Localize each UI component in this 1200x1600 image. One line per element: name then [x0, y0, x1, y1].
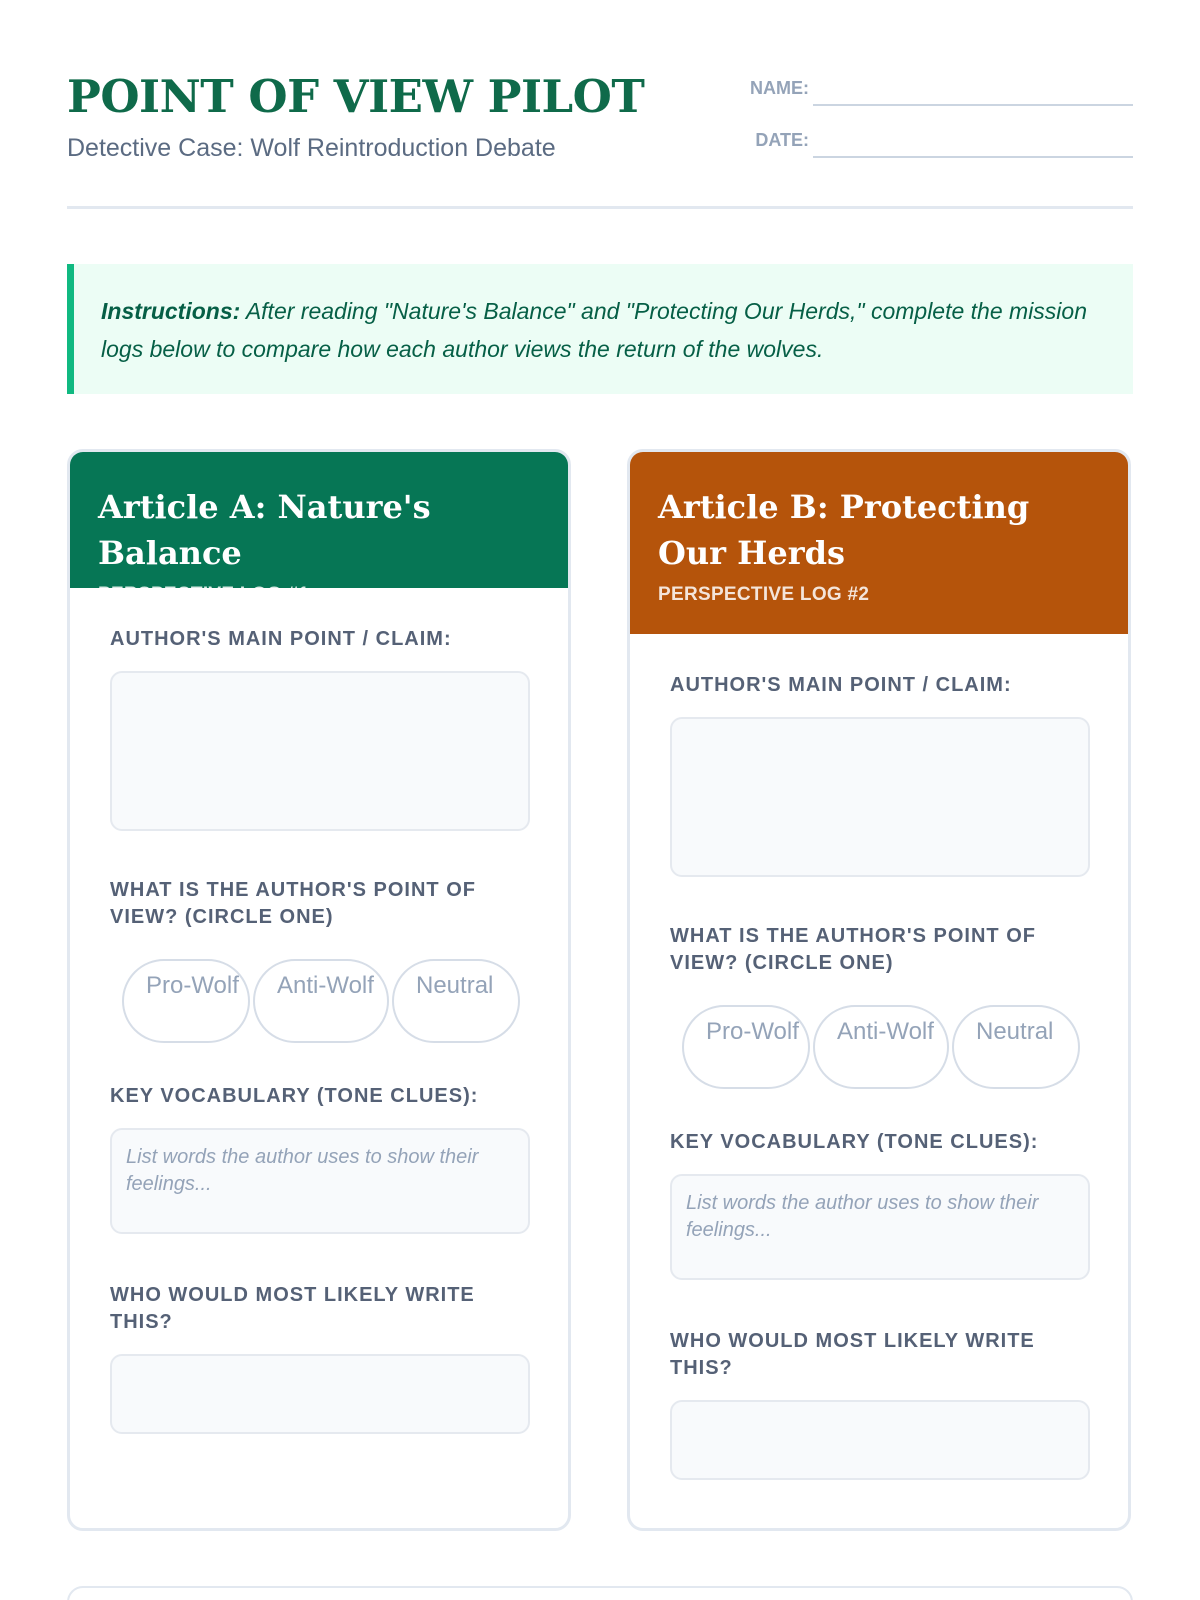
- claim-answer-box[interactable]: [110, 671, 530, 831]
- vocab-answer-box[interactable]: List words the author uses to show their feelings...: [670, 1174, 1090, 1280]
- pov-label: WHAT IS THE AUTHOR'S POINT OF VIEW? (CIRCLE ONE): [670, 925, 1036, 974]
- choice-pro-wolf[interactable]: Pro-Wolf: [122, 959, 250, 1043]
- article-a-card: [67, 449, 571, 1531]
- worksheet-header: [67, 70, 1133, 210]
- name-field-row: [721, 74, 1133, 114]
- date-input[interactable]: [813, 126, 1133, 158]
- article-a-body: [70, 588, 568, 1434]
- choice-anti-wolf[interactable]: Anti-Wolf: [813, 1005, 949, 1089]
- pov-label: WHAT IS THE AUTHOR'S POINT OF VIEW? (CIRCLE ONE): [110, 879, 476, 928]
- vocab-label: KEY VOCABULARY (TONE CLUES):: [110, 1085, 479, 1107]
- article-b-tag: PERSPECTIVE LOG #2: [658, 584, 870, 605]
- writer-answer-box[interactable]: [670, 1400, 1090, 1480]
- article-a-header: [70, 452, 568, 605]
- page-subtitle: Detective Case: Wolf Reintroduction Debate: [67, 134, 556, 162]
- next-section-card: [67, 1586, 1133, 1600]
- choice-neutral[interactable]: Neutral: [392, 959, 520, 1043]
- choice-pro-wolf[interactable]: Pro-Wolf: [682, 1005, 810, 1089]
- pov-choices: [682, 1005, 1088, 1089]
- header-divider: [67, 206, 1133, 209]
- article-b-header: [630, 452, 1128, 634]
- instructions-lead: Instructions:: [101, 298, 241, 324]
- date-field-row: [721, 126, 1133, 166]
- article-b-body: [630, 634, 1128, 1480]
- claim-label: AUTHOR'S MAIN POINT / CLAIM:: [670, 674, 1012, 696]
- name-label: NAME:: [750, 78, 809, 98]
- page-title: POINT OF VIEW PILOT: [67, 70, 645, 123]
- name-input[interactable]: [813, 74, 1133, 106]
- article-b-card: [627, 449, 1131, 1531]
- article-a-title: Article A: Nature's Balance: [98, 488, 431, 572]
- article-b-title: Article B: Protecting Our Herds: [658, 488, 1030, 572]
- date-label: DATE:: [755, 130, 809, 150]
- instructions-box: [67, 264, 1133, 394]
- vocab-answer-box[interactable]: List words the author uses to show their feelings...: [110, 1128, 530, 1234]
- choice-anti-wolf[interactable]: Anti-Wolf: [253, 959, 389, 1043]
- writer-label: WHO WOULD MOST LIKELY WRITE THIS?: [670, 1330, 1035, 1379]
- claim-answer-box[interactable]: [670, 717, 1090, 877]
- claim-label: AUTHOR'S MAIN POINT / CLAIM:: [110, 628, 452, 650]
- writer-answer-box[interactable]: [110, 1354, 530, 1434]
- instructions-text: After reading "Nature's Balance" and "Protecting Our Herds," complete the mission logs below to compare how each author views the return of the wolves.: [101, 298, 1087, 362]
- choice-neutral[interactable]: Neutral: [952, 1005, 1080, 1089]
- vocab-label: KEY VOCABULARY (TONE CLUES):: [670, 1131, 1039, 1153]
- pov-choices: [122, 959, 528, 1043]
- article-a-tag: PERSPECTIVE LOG #1: [98, 584, 310, 605]
- writer-label: WHO WOULD MOST LIKELY WRITE THIS?: [110, 1284, 475, 1333]
